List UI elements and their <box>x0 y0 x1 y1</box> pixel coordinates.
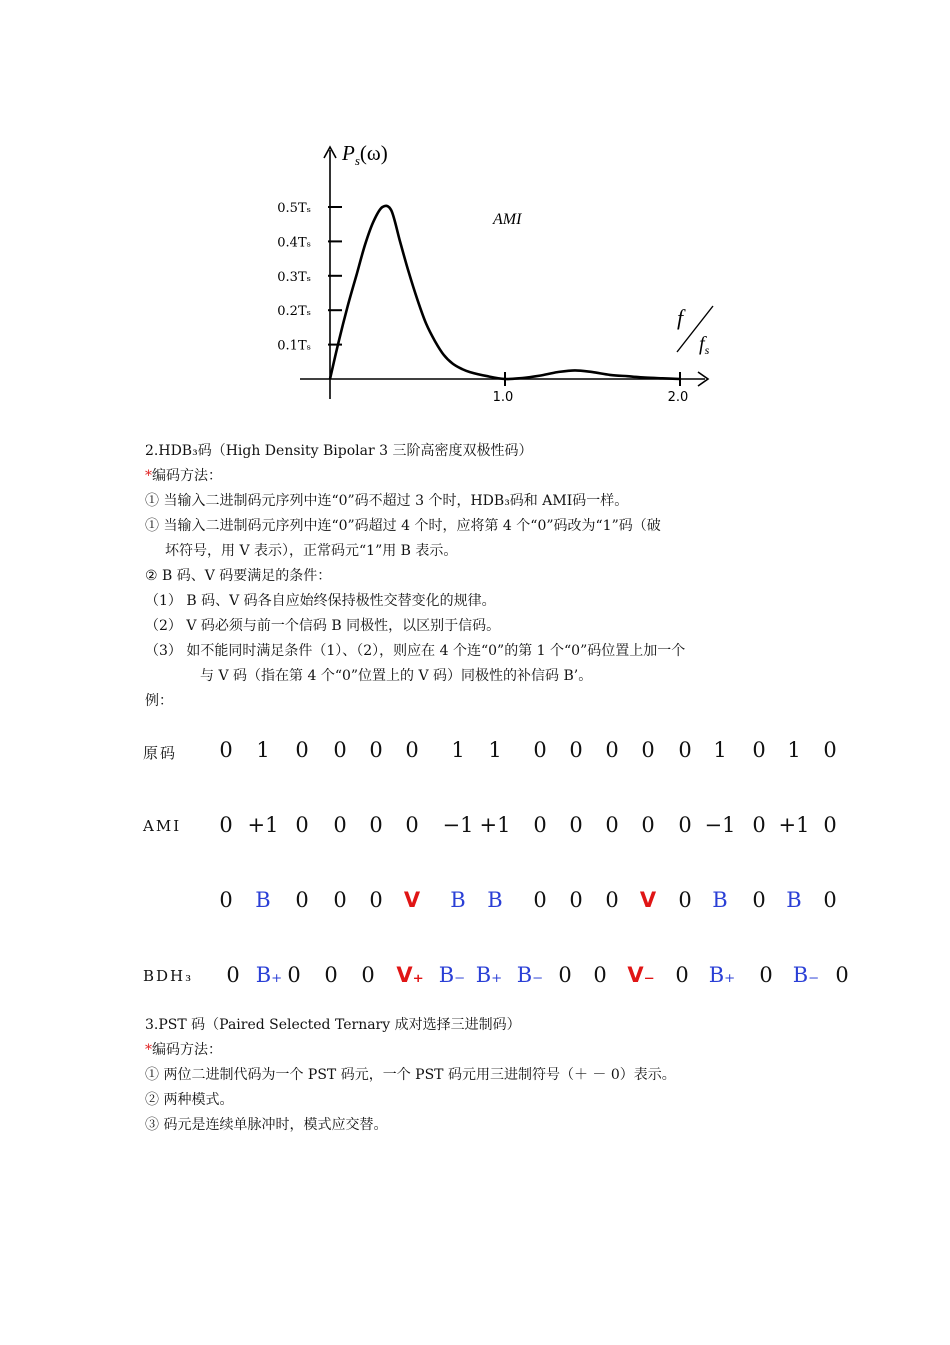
example-label: 例： <box>145 693 173 709</box>
bdh-symbol: B₋ <box>516 963 544 987</box>
hdb3-rule-3: ② B 码、V 码要满足的条件： <box>145 568 332 584</box>
orig-symbol: 0 <box>333 738 347 762</box>
bv-symbol: B <box>487 888 503 912</box>
x-tick-label: 1.0 <box>492 390 514 405</box>
row-original-code <box>0 738 950 774</box>
ami-symbol: +1 <box>778 813 810 837</box>
row-label-bdh3: BDH₃ <box>143 967 194 985</box>
orig-symbol: 0 <box>569 738 583 762</box>
condition-1: （1） B 码、V 码各自应始终保持极性交替变化的规律。 <box>145 593 496 609</box>
pst-rule-1: ① 两位二进制代码为一个 PST 码元，一个 PST 码元用三进制符号（＋ － 0）表示。 <box>145 1067 676 1083</box>
bv-symbol: V <box>639 888 657 912</box>
bdh-symbol: B₊ <box>708 963 736 987</box>
star-mark: * <box>145 1042 152 1058</box>
hdb3-method: *编码方法： <box>145 468 222 484</box>
orig-symbol: 1 <box>713 738 727 762</box>
bv-symbol: B <box>255 888 271 912</box>
condition-3b: 与 V 码（指在第 4 个“0”位置上的 V 码）同极性的补信码 B’。 <box>200 668 593 684</box>
ami-symbol: 0 <box>533 813 547 837</box>
ami-symbol: 0 <box>219 813 233 837</box>
y-axis-label: $P_s(\omega)$ <box>342 141 388 168</box>
bv-symbol: B <box>786 888 802 912</box>
ami-symbol: 0 <box>369 813 383 837</box>
ami-symbol: +1 <box>247 813 279 837</box>
bv-symbol: 0 <box>678 888 692 912</box>
ami-symbol: 0 <box>752 813 766 837</box>
ami-symbol: 0 <box>823 813 837 837</box>
ami-symbol: −1 <box>704 813 736 837</box>
spectrum-curve <box>330 206 680 379</box>
orig-symbol: 0 <box>678 738 692 762</box>
x-axis-label-fs: $f_s$ <box>699 333 710 357</box>
x-axis-label-f: f <box>677 305 684 330</box>
bv-symbol: 0 <box>219 888 233 912</box>
bdh-symbol: 0 <box>675 963 689 987</box>
y-tick-label: 0.1Tₛ <box>277 338 311 354</box>
ami-annotation: AMI <box>493 211 522 228</box>
orig-symbol: 0 <box>605 738 619 762</box>
pst-rule-3: ③ 码元是连续单脉冲时，模式应交替。 <box>145 1117 388 1133</box>
orig-symbol: 0 <box>369 738 383 762</box>
row-ami-code <box>0 813 950 849</box>
ami-symbol: 0 <box>641 813 655 837</box>
bdh-symbol: B₋ <box>792 963 820 987</box>
orig-symbol: 0 <box>219 738 233 762</box>
bdh-symbol: 0 <box>759 963 773 987</box>
hdb3-rule-2b: 坏符号，用 V 表示），正常码元“1”用 B 表示。 <box>165 543 458 559</box>
bdh-symbol: B₊ <box>475 963 503 987</box>
pst-title: 3.PST 码（Paired Selected Ternary 成对选择三进制码） <box>145 1017 521 1033</box>
orig-symbol: 0 <box>405 738 419 762</box>
ami-symbol: 0 <box>295 813 309 837</box>
ami-symbol: −1 <box>442 813 474 837</box>
orig-symbol: 1 <box>787 738 801 762</box>
row-bdh3-code <box>0 963 950 999</box>
bdh-symbol: 0 <box>324 963 338 987</box>
orig-symbol: 1 <box>451 738 465 762</box>
ami-symbol: +1 <box>479 813 511 837</box>
row-label-original: 原码 <box>143 744 178 762</box>
bv-symbol: B <box>712 888 728 912</box>
bdh-symbol: B₋ <box>438 963 466 987</box>
bv-symbol: 0 <box>333 888 347 912</box>
pst-method: *编码方法： <box>145 1042 222 1058</box>
hdb3-rule-1: ① 当输入二进制码元序列中连“0”码不超过 3 个时，HDB₃码和 AMI码一样。 <box>145 493 629 509</box>
bv-symbol: 0 <box>605 888 619 912</box>
ami-symbol: 0 <box>605 813 619 837</box>
y-tick-label: 0.2Tₛ <box>277 304 311 320</box>
bdh-symbol: 0 <box>558 963 572 987</box>
bdh-symbol: 0 <box>361 963 375 987</box>
y-tick-label: 0.3Tₛ <box>277 269 311 285</box>
orig-symbol: 0 <box>295 738 309 762</box>
ami-symbol: 0 <box>569 813 583 837</box>
bdh-symbol: 0 <box>835 963 849 987</box>
chart-axes <box>300 147 708 399</box>
bv-symbol: B <box>450 888 466 912</box>
bdh-symbol: 0 <box>226 963 240 987</box>
condition-3a: （3） 如不能同时满足条件（1）、（2），则应在 4 个连“0”的第 1 个“0”码位置上加一个 <box>145 643 686 659</box>
orig-symbol: 0 <box>533 738 547 762</box>
ami-power-spectrum-chart <box>250 130 730 420</box>
bdh-symbol: 0 <box>593 963 607 987</box>
bdh-symbol: 0 <box>287 963 301 987</box>
row-bv-code <box>0 888 950 924</box>
star-mark: * <box>145 468 152 484</box>
bv-symbol: 0 <box>295 888 309 912</box>
orig-symbol: 0 <box>752 738 766 762</box>
orig-symbol: 0 <box>641 738 655 762</box>
hdb3-rule-2a: ① 当输入二进制码元序列中连“0”码超过 4 个时，应将第 4 个“0”码改为“1”码（破 <box>145 518 661 534</box>
condition-2: （2） V 码必须与前一个信码 B 同极性，以区别于信码。 <box>145 618 501 634</box>
orig-symbol: 1 <box>488 738 502 762</box>
x-axis-label-f-over-fs <box>677 305 713 357</box>
ami-symbol: 0 <box>333 813 347 837</box>
bv-symbol: 0 <box>823 888 837 912</box>
ami-symbol: 0 <box>678 813 692 837</box>
bv-symbol: 0 <box>369 888 383 912</box>
bv-symbol: 0 <box>533 888 547 912</box>
pst-rule-2: ② 两种模式。 <box>145 1092 234 1108</box>
bv-symbol: V <box>403 888 421 912</box>
bdh-symbol: V₊ <box>396 963 424 987</box>
hdb3-title: 2.HDB₃码（High Density Bipolar 3 三阶高密度双极性码） <box>145 443 533 459</box>
orig-symbol: 1 <box>256 738 270 762</box>
y-tick-label: 0.5Tₛ <box>277 201 311 216</box>
bdh-symbol: V₋ <box>627 963 655 987</box>
bv-symbol: 0 <box>569 888 583 912</box>
x-tick-label: 2.0 <box>667 390 689 405</box>
bv-symbol: 0 <box>752 888 766 912</box>
row-label-ami: AMI <box>143 817 182 835</box>
y-tick-label: 0.4Tₛ <box>277 235 311 251</box>
ami-symbol: 0 <box>405 813 419 837</box>
orig-symbol: 0 <box>823 738 837 762</box>
bdh-symbol: B₊ <box>255 963 283 987</box>
